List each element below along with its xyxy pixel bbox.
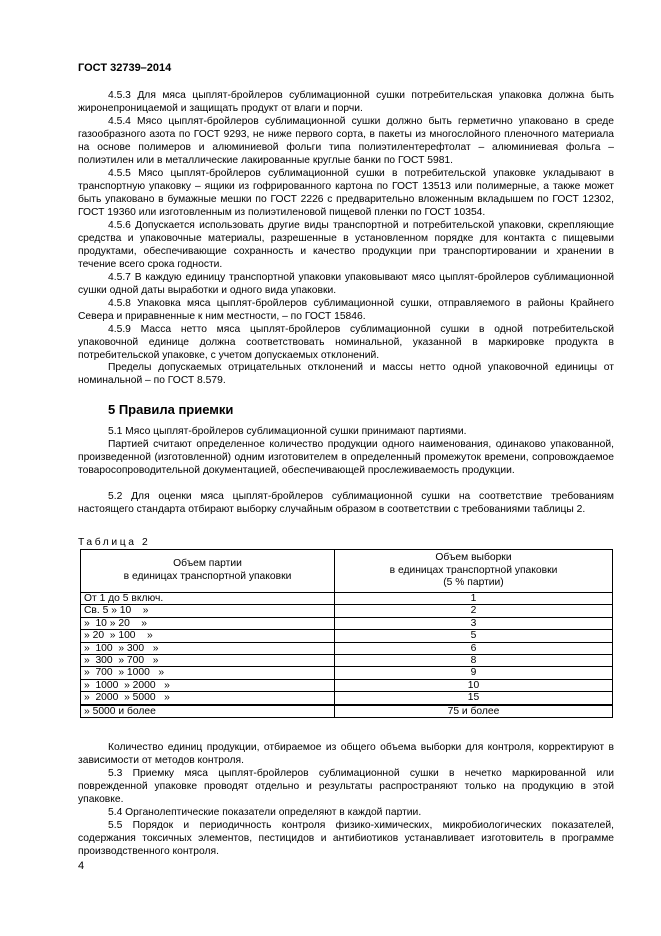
paragraph-4-5-4: 4.5.4 Мясо цыплят-бройлеров сублимационной сушки должно быть герметично упаковано в среде газообразного азота по ГОСТ 9293, не ниже первого сорта, в пакеты из многослойного пленочного материала на основе полимеров и алюминиевой фольги типа полиэтилентерефтолат – алюминиевая фольга – полиэтилен или в металлические лакированные круглые банки по ГОСТ 5981.: [78, 116, 614, 167]
sample-size-table: [80, 549, 613, 718]
document-header: ГОСТ 32739–2014: [78, 62, 172, 74]
paragraph-4-5-5: 4.5.5 Мясо цыплят-бройлеров сублимационной сушки в потребительской упаковке укладывают в транспортную упаковку – ящики из гофрированного картона по ГОСТ 13513 или полимерные, а также может быть упаковано в бумажные мешки по ГОСТ 2226 с предварительно вложенным вкладышем по ГОСТ 12302, ГОСТ 19360 или изготовленным из полиэтиленовой пищевой пленки по ГОСТ 10354.: [78, 168, 614, 219]
table-row: » 5000 и более 75 и более: [81, 705, 613, 718]
paragraph-4-5-6: 4.5.6 Допускается использовать другие виды транспортной и потребительской упаковки, скрепляющие средства и упаковочные материалы, разрешенные в установленном порядке для контакта с пищевыми продуктами, обеспечивающие сохранность и качество продукции при транспортировании и хранении в течение всего срока годности.: [78, 220, 614, 271]
table-row: » 1000 » 2000 » 10: [81, 679, 613, 691]
paragraph-4-5-3: 4.5.3 Для мяса цыплят-бройлеров сублимационной сушки потребительская упаковка должна быть жиронепроницаемой и защищать продукт от влаги и порчи.: [78, 90, 614, 115]
table-row: » 20 » 100 » 5: [81, 630, 613, 642]
table-row: » 2000 » 5000 » 15: [81, 692, 613, 705]
page-number: 4: [78, 860, 85, 872]
paragraph-5-3: 5.3 Приемку мяса цыплят-бройлеров сублимационной сушки в нечетко маркированной или поврежденной упаковке проводят отдельно и результаты распространяют только на продукцию в этой упаковке.: [78, 768, 614, 806]
paragraph-4-5-7: 4.5.7 В каждую единицу транспортной упаковки упаковывают мясо цыплят-бройлеров сублимационной сушки одной даты выработки и одного вида упаковки.: [78, 272, 614, 297]
paragraph-sample-adjustment: Количество единиц продукции, отбираемое из общего объема выборки для контроля, корректируют в зависимости от методов контроля.: [78, 742, 614, 767]
paragraph-4-5-9: 4.5.9 Масса нетто мяса цыплят-бройлеров сублимационной сушки в одной потребительской упаковочной единице должна соответствовать номинальной, указанной в маркировке продукта в потребительской упаковке, с учетом допускаемых отклонений.: [78, 324, 614, 362]
table-header-row: [81, 550, 613, 593]
table-row: » 10 » 20 » 3: [81, 617, 613, 629]
table-row: Св. 5 » 10 » 2: [81, 605, 613, 617]
paragraph-5-2: 5.2 Для оценки мяса цыплят-бройлеров сублимационной сушки на соответствие требованиям настоящего стандарта отбирают выборку случайным образом в соответствии с требованиями таблицы 2.: [78, 491, 614, 516]
table-row: От 1 до 5 включ. 1: [81, 593, 613, 605]
paragraph-4-5-8: 4.5.8 Упаковка мяса цыплят-бройлеров сублимационной сушки, отправляемого в районы Крайнего Севера и приравненные к ним местности, – по ГОСТ 15846.: [78, 298, 614, 323]
table-row: » 300 » 700 » 8: [81, 655, 613, 667]
table-caption: Таблица 2: [78, 537, 151, 548]
table-header-lot-size: Объем партии в единицах транспортной упаковки: [81, 550, 335, 593]
table-row: » 700 » 1000 » 9: [81, 667, 613, 679]
paragraph-5-4: 5.4 Органолептические показатели определяют в каждой партии.: [108, 807, 422, 818]
table-row: » 100 » 300 » 6: [81, 642, 613, 654]
paragraph-batch-definition: Партией считают определенное количество продукции одного наименования, одинаково упакованной, произведенной (изготовленной) одним изготовителем в определенный промежуток времени, сопровождаемое товаросопроводительной документацией, обеспечивающей прослеживаемость продукции.: [78, 439, 614, 477]
table-header-sample-size: Объем выборки в единицах транспортной упаковки (5 % партии): [335, 550, 613, 593]
paragraph-5-1: 5.1 Мясо цыплят-бройлеров сублимационной сушки принимают партиями.: [108, 426, 467, 437]
section-title: 5 Правила приемки: [108, 402, 234, 417]
paragraph-deviation-limits: Пределы допускаемых отрицательных отклонений и массы нетто одной упаковочной единицы от номинальной – по ГОСТ 8.579.: [78, 362, 614, 387]
paragraph-5-5: 5.5 Порядок и периодичность контроля физико-химических, микробиологических показателей, содержания токсичных элементов, пестицидов и антибиотиков устанавливает изготовитель в программе производственного контроля.: [78, 820, 614, 858]
